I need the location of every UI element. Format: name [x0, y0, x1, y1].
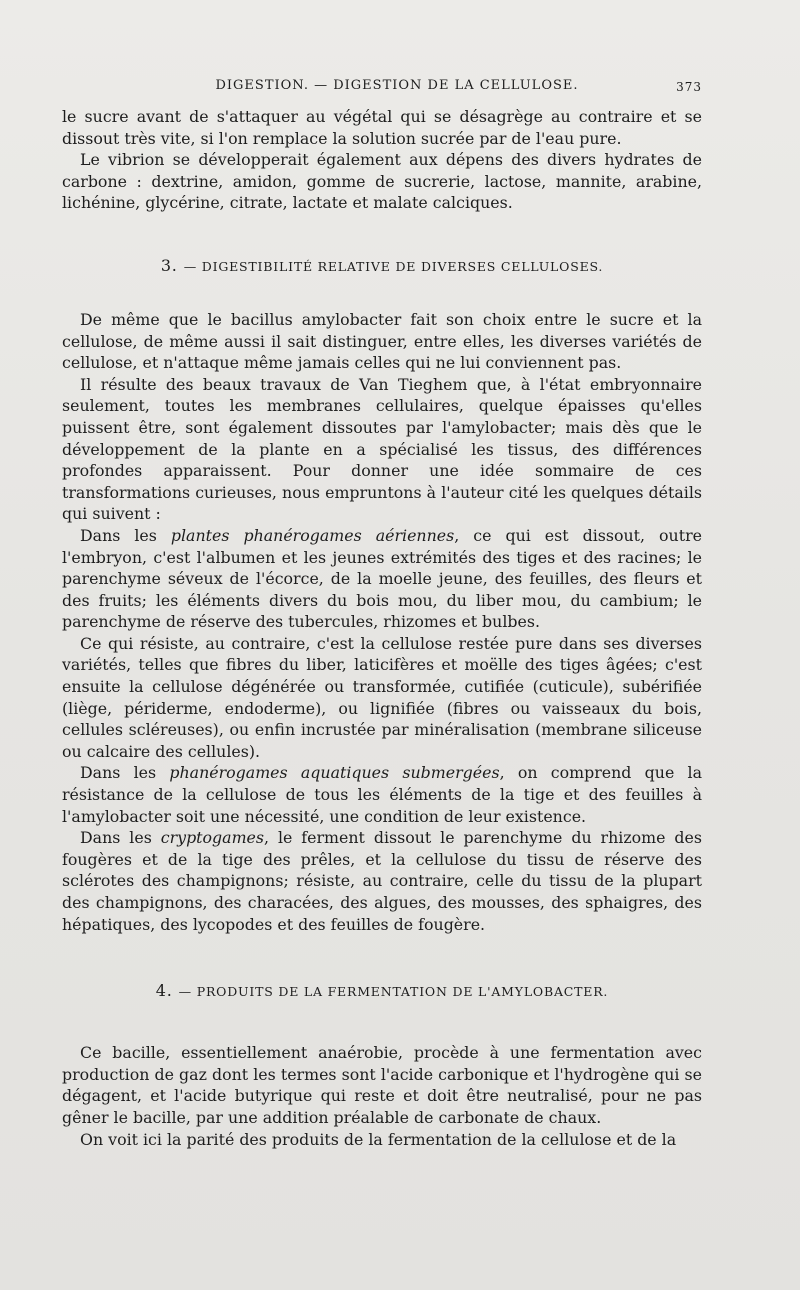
- paragraph: De même que le bacillus amylobacter fait son choix entre le sucre et la cellulose, de même aussi il sait distinguer, entre elles, les diverses variétés de cellulose, et n'attaque même jamais celles qui ne lui conviennent pas.: [62, 309, 702, 373]
- paragraph-continued: le sucre avant de s'attaquer au végétal qui se désagrège au contraire et se dissout très vite, si l'on remplace la solution sucrée par de l'eau pure.: [62, 107, 702, 148]
- paragraph-phanerogames-aeriennes: Dans les plantes phanérogames aériennes, ce qui est dissout, outre l'embryon, c'est l'albumen et les jeunes extrémités des tiges et des racines; le parenchyme séveux de l'écorce, de la moelle jeune, des feuilles, des fleurs et des fruits; les éléments divers du bois mou, du liber mou, du cambium; le parenchyme de réserve des tubercules, rhizomes et bulbes.: [62, 525, 702, 632]
- paragraph: Il résulte des beaux travaux de Van Tieghem que, à l'état embryonnaire seulement, toutes les membranes cellulaires, quelque épaisses qu'elles puissent être, sont également dissoutes par l'amylobacter; mais dès que le développement de la plante en a spécialisé les tissus, des différences profondes apparaissent. Pour donner une idée sommaire de ces transformations curieuses, nous empruntons à l'auteur cité les quelques détails qui suivent :: [62, 374, 702, 524]
- running-head: [62, 78, 702, 100]
- italic-term: phanérogames aquatiques submergées: [169, 763, 500, 783]
- italic-term: cryptogames: [160, 828, 265, 848]
- section-heading-4: [62, 981, 702, 1000]
- section-number: 3.: [160, 255, 178, 275]
- paragraph-cryptogames: Dans les cryptogames, le ferment dissout le parenchyme du rhizome des fougères et de la tige des prêles, et la cellulose du tissu de réserve des sclérotes des champignons; résiste, au contraire, celle du tissu de la plupart des champignons, des characées, des algues, des mousses, des sphaigres, des hépatiques, des lycopodes et des feuilles de fougère.: [62, 828, 702, 934]
- italic-term: plantes phanérogames aériennes: [170, 525, 455, 545]
- section-heading-3: [62, 256, 702, 275]
- section-title: — DIGESTIBILITÉ RELATIVE DE DIVERSES CELLULOSES.: [183, 258, 604, 274]
- paragraph: Ce qui résiste, au contraire, c'est la cellulose restée pure dans ses diverses variétés, telles que fibres du liber, laticifères et moëlle des tiges âgées; c'est ensuite la cellulose dégénérée ou transformée, cutifiée (cuticule), subérifiée (liège, périderme, endoderme), ou lignifiée (fibres ou vaisseaux du bois, cellules scléreuses), ou enfin incrustée par minéralisation (membrane siliceuse ou calcaire des cellules).: [62, 633, 702, 761]
- paragraph: On voit ici la parité des produits de la fermentation de la cellulose et de la: [80, 1129, 677, 1149]
- paragraph-phanerogames-aquatiques: Dans les phanérogames aquatiques submergées, on comprend que la résistance de la cellulose de tous les éléments de la tige et des feuilles à l'amylobacter soit une nécessité, une condition de leur existence.: [62, 763, 703, 826]
- section-title: — PRODUITS DE LA FERMENTATION DE L'AMYLOBACTER.: [178, 984, 609, 1000]
- text-block: [62, 78, 702, 1150]
- paragraph: Ce bacille, essentiellement anaérobie, procède à une fermentation avec production de gaz dont les termes sont l'acide carbonique et l'hydrogène qui se dégagent, et l'acide butyrique qui reste et doit être neutralisé, pour ne pas gêner le bacille, par une addition préalable de carbonate de chaux.: [62, 1043, 702, 1127]
- paragraph-vibrion: Le vibrion se développerait également aux dépens des divers hydrates de carbone : dextrine, amidon, gomme de sucrerie, lactose, mannite, arabine, lichénine, glycérine, citrate, lactate et malate calciques.: [62, 150, 702, 213]
- section-number: 4.: [155, 981, 173, 1001]
- running-title: DIGESTION. — DIGESTION DE LA CELLULOSE.: [215, 78, 579, 93]
- page-number: 373: [676, 80, 702, 94]
